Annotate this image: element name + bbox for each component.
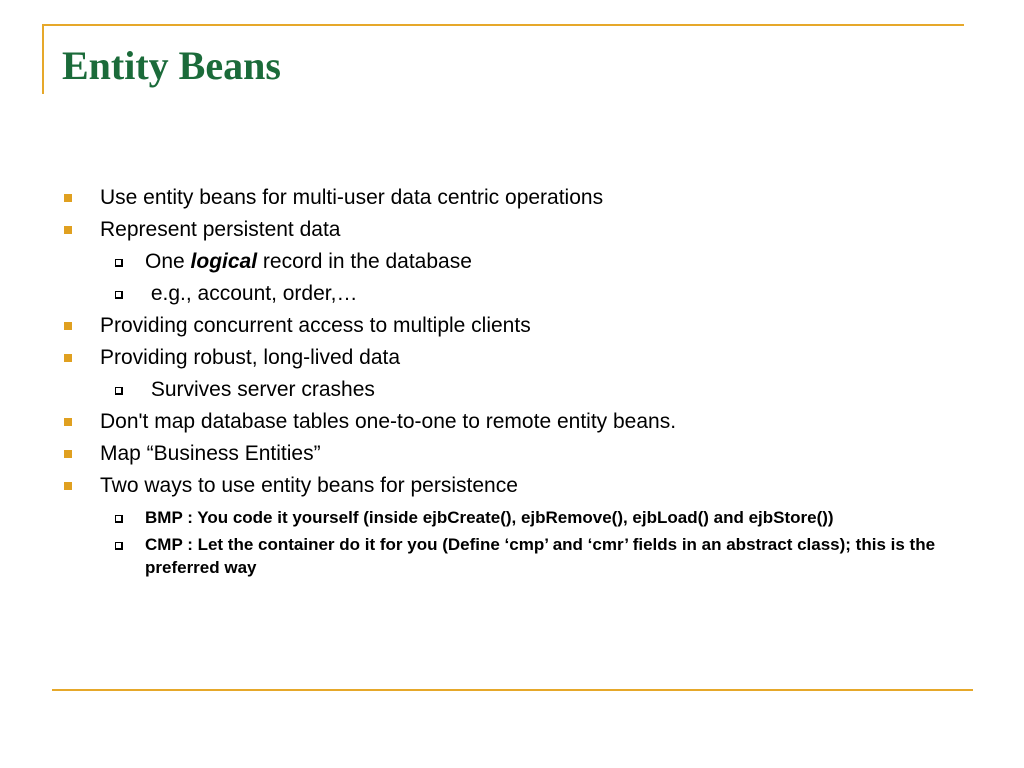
sub-bullet-item-cmp: CMP : Let the container do it for you (Define ‘cmp’ and ‘cmr’ fields in an abstract class); this is the preferred way <box>60 533 970 579</box>
bullet-item: Providing robust, long-lived data <box>60 342 970 374</box>
sub-bullet-item-bmp: BMP : You code it yourself (inside ejbCreate(), ejbRemove(), ejbLoad() and ejbStore()) <box>60 506 970 529</box>
bullet-item: Two ways to use entity beans for persistence <box>60 470 970 502</box>
sub-bullet-item: e.g., account, order,… <box>60 278 970 310</box>
sub-bullet-text: One <box>145 250 191 273</box>
emphasis-text: logical <box>190 250 258 273</box>
bullet-item: Don't map database tables one-to-one to remote entity beans. <box>60 406 970 438</box>
top-rule <box>43 24 964 26</box>
slide-title: Entity Beans <box>62 43 281 88</box>
bullet-item: Providing concurrent access to multiple clients <box>60 310 970 342</box>
sub-bullet-item <box>60 246 970 278</box>
bullet-item: Represent persistent data <box>60 214 970 246</box>
slide-bullet-list <box>60 182 970 580</box>
left-rule <box>42 24 44 94</box>
bottom-rule <box>52 689 973 691</box>
bullet-item: Map “Business Entities” <box>60 438 970 470</box>
sub-bullet-item: Survives server crashes <box>60 374 970 406</box>
bullet-item: Use entity beans for multi-user data centric operations <box>60 182 970 214</box>
sub-bullet-text: record in the database <box>257 250 472 273</box>
